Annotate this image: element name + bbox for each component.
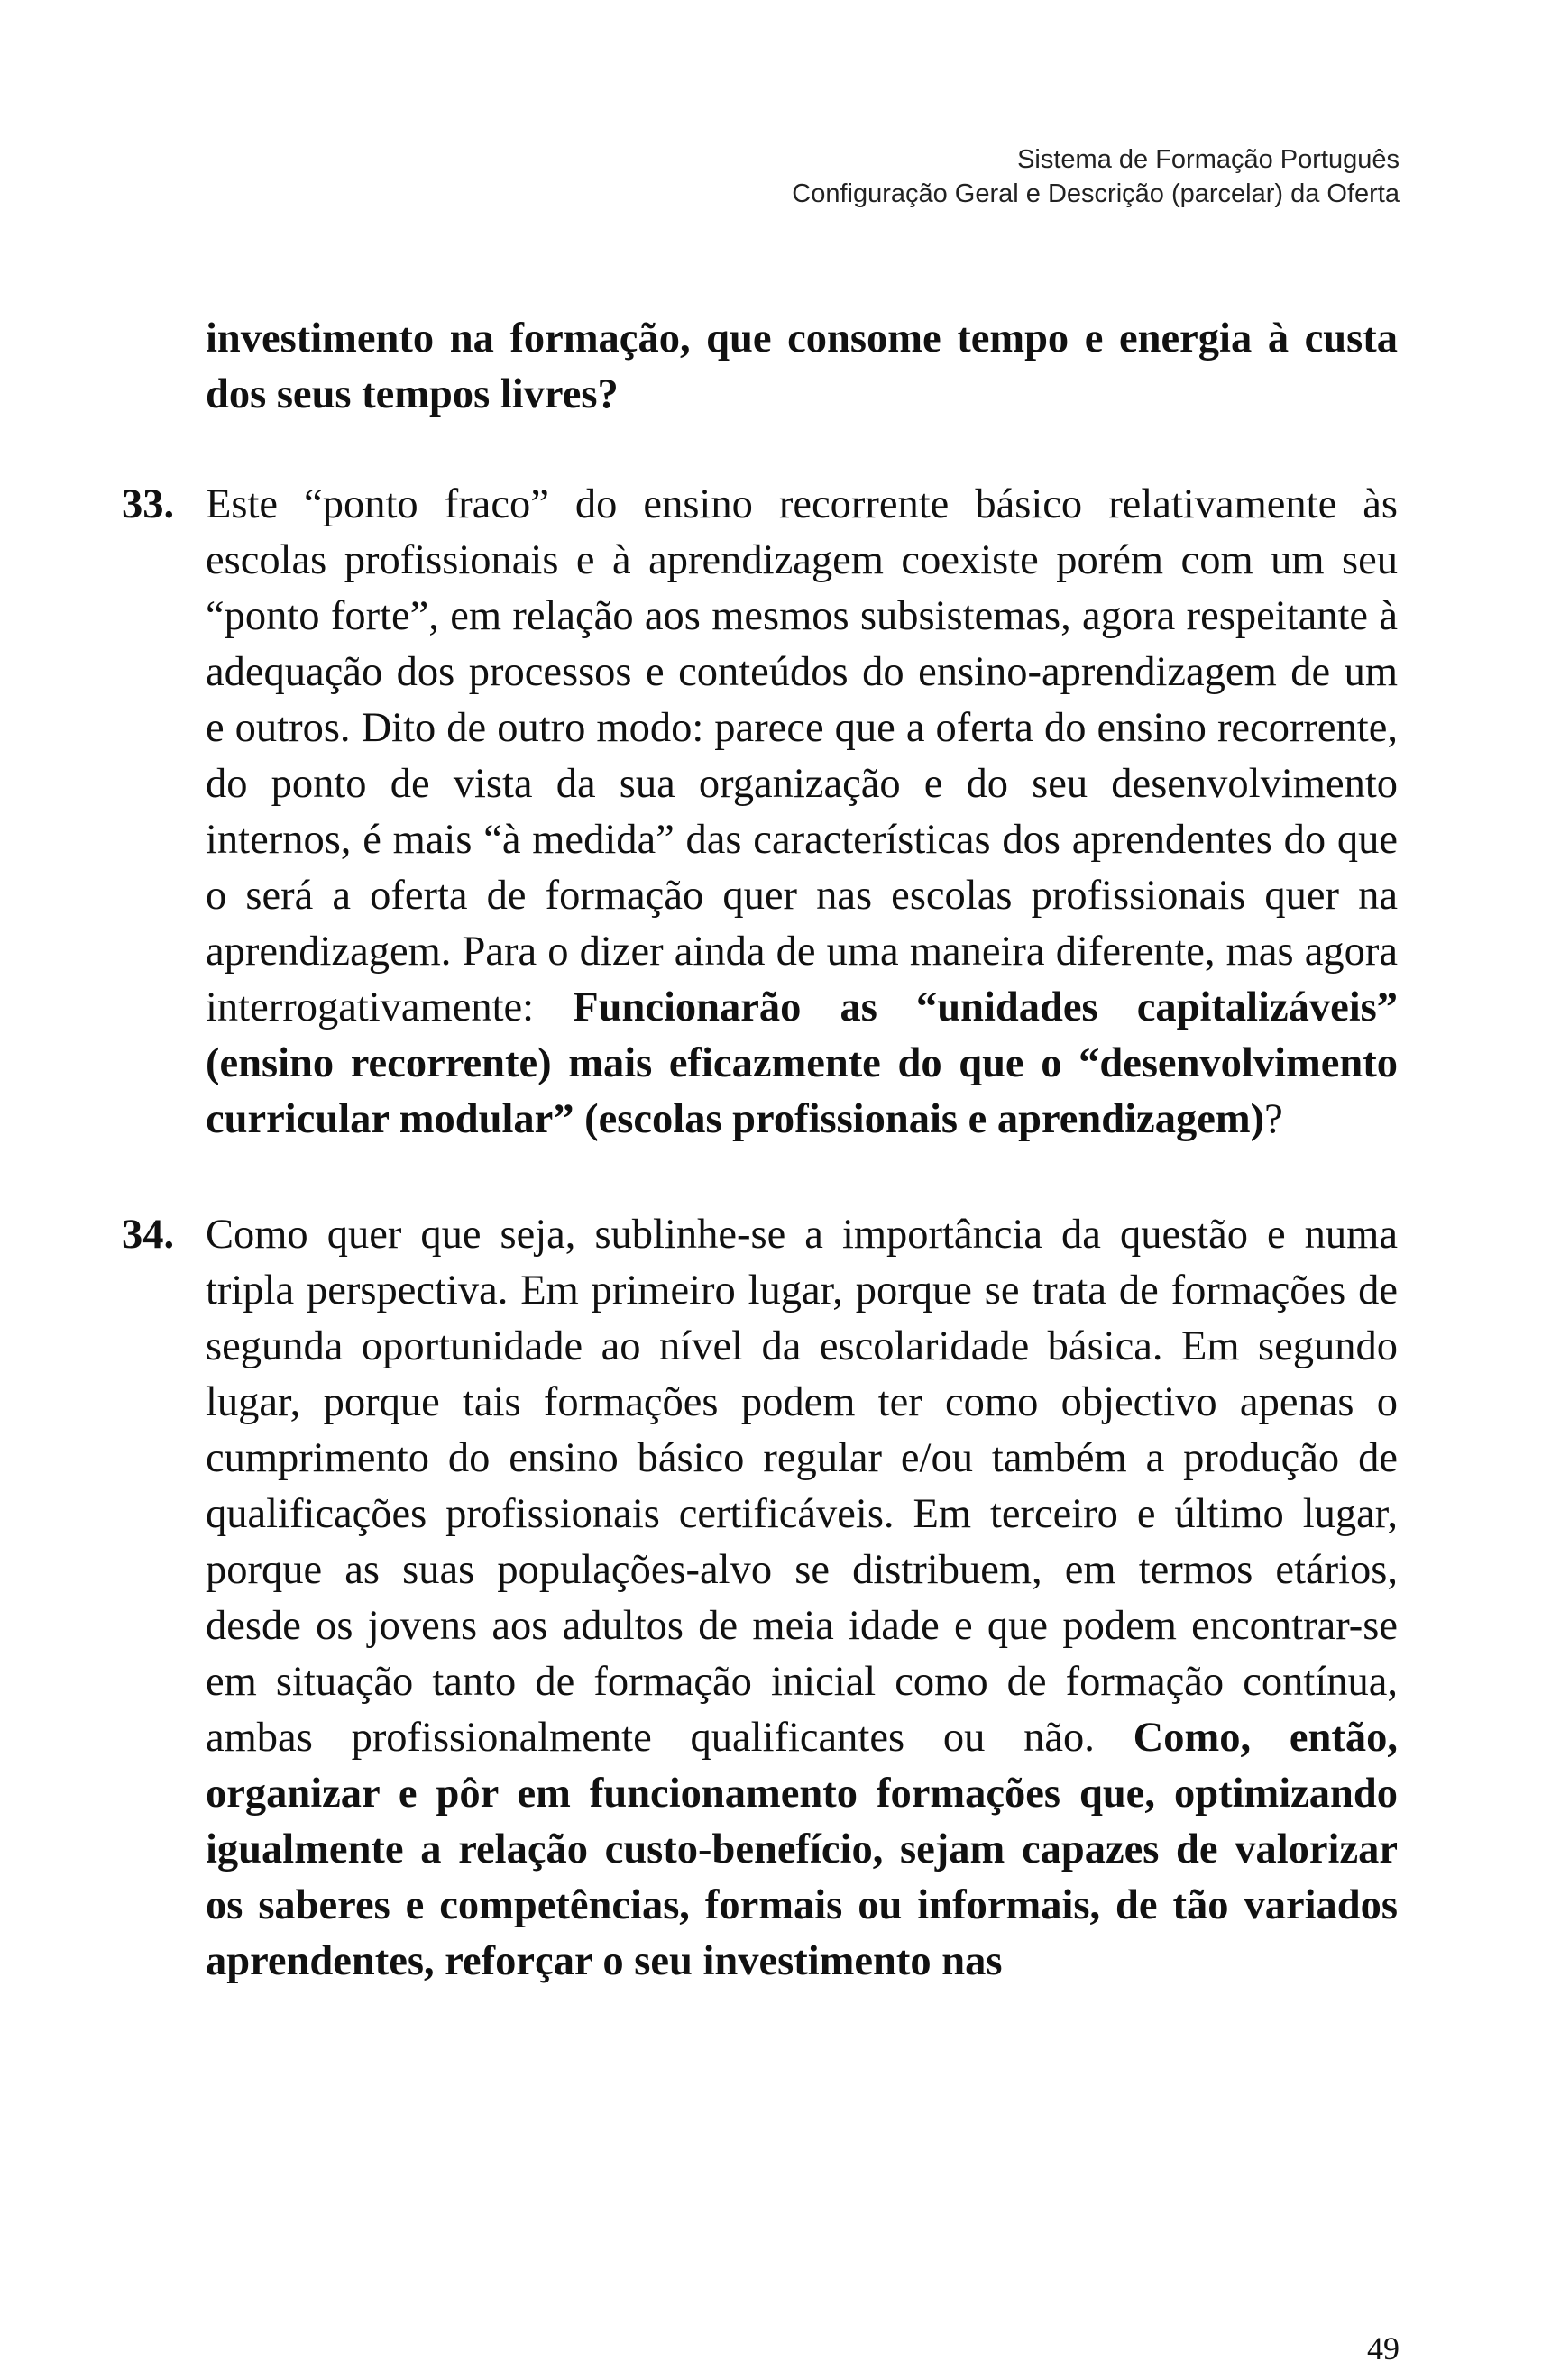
paragraph-emphasis-segment: Como, então, organizar e pôr em funcionamento formações que, optimizando igualmente a relação custo-benefício, sejam capazes de valorizar os saberes e competências, formais ou informais, de tão variados aprendentes, reforçar o seu investimento nas: [206, 1715, 1398, 1984]
paragraph-text: [206, 477, 1398, 1148]
paragraph-number: 33.: [122, 481, 175, 527]
page-body: [122, 311, 1398, 2049]
running-header: [792, 142, 1400, 211]
paragraph-text-segment: Como quer que seja, sublinhe-se a importância da questão e numa tripla perspectiva. Em primeiro lugar, porque se trata de formações de segunda oportunidade ao nível da escolaridade básica. Em segundo lugar, porque tais formações podem ter como objectivo apenas o cumprimento do ensino básico regular e/ou também a produção de qualificações profissionais certificáveis. Em terceiro e último lugar, porque as suas populações-alvo se distribuem, em termos etários, desde os jovens aos adultos de meia idade e que podem encontrar-se em situação tanto de formação inicial como de formação contínua, ambas profissionalmente qualificantes ou não.: [206, 1212, 1398, 1761]
continued-text: investimento na formação, que consome tempo e energia à custa dos seus tempos livres?: [206, 316, 1398, 417]
paragraph-33: [122, 477, 1398, 1148]
paragraph-text-segment: ?: [1264, 1096, 1283, 1142]
paragraph-emphasis-segment: Funcionarão as “unidades capitalizáveis” (ensino recorrente) mais eficazmente do que o “desenvolvimento curricular modular” (escolas profissionais e aprendizagem): [206, 984, 1398, 1142]
header-document-title: Configuração Geral e Descrição (parcelar) da Oferta: [792, 179, 1400, 208]
page-number: 49: [1367, 2330, 1400, 2366]
header-series-title: Sistema de Formação Português: [1017, 145, 1400, 174]
paragraph-number: 34.: [122, 1212, 175, 1258]
paragraph-text-segment: Este “ponto fraco” do ensino recorrente básico relativamente às escolas profissionais e à aprendizagem coexiste porém com um seu “ponto forte”, em relação aos mesmos subsistemas, agora respeitante à adequação dos processos e conteúdos do ensino-aprendizagem de um e outros. Dito de outro modo: parece que a oferta do ensino recorrente, do ponto de vista da sua organização e do seu desenvolvimento internos, é mais “à medida” das características dos aprendentes do que o será a oferta de formação quer nas escolas profissionais quer na aprendizagem. Para o dizer ainda de uma maneira diferente, mas agora interrogativamente:: [206, 481, 1398, 1030]
paragraph-text: [206, 1207, 1398, 1990]
paragraph-34: [122, 1207, 1398, 1990]
